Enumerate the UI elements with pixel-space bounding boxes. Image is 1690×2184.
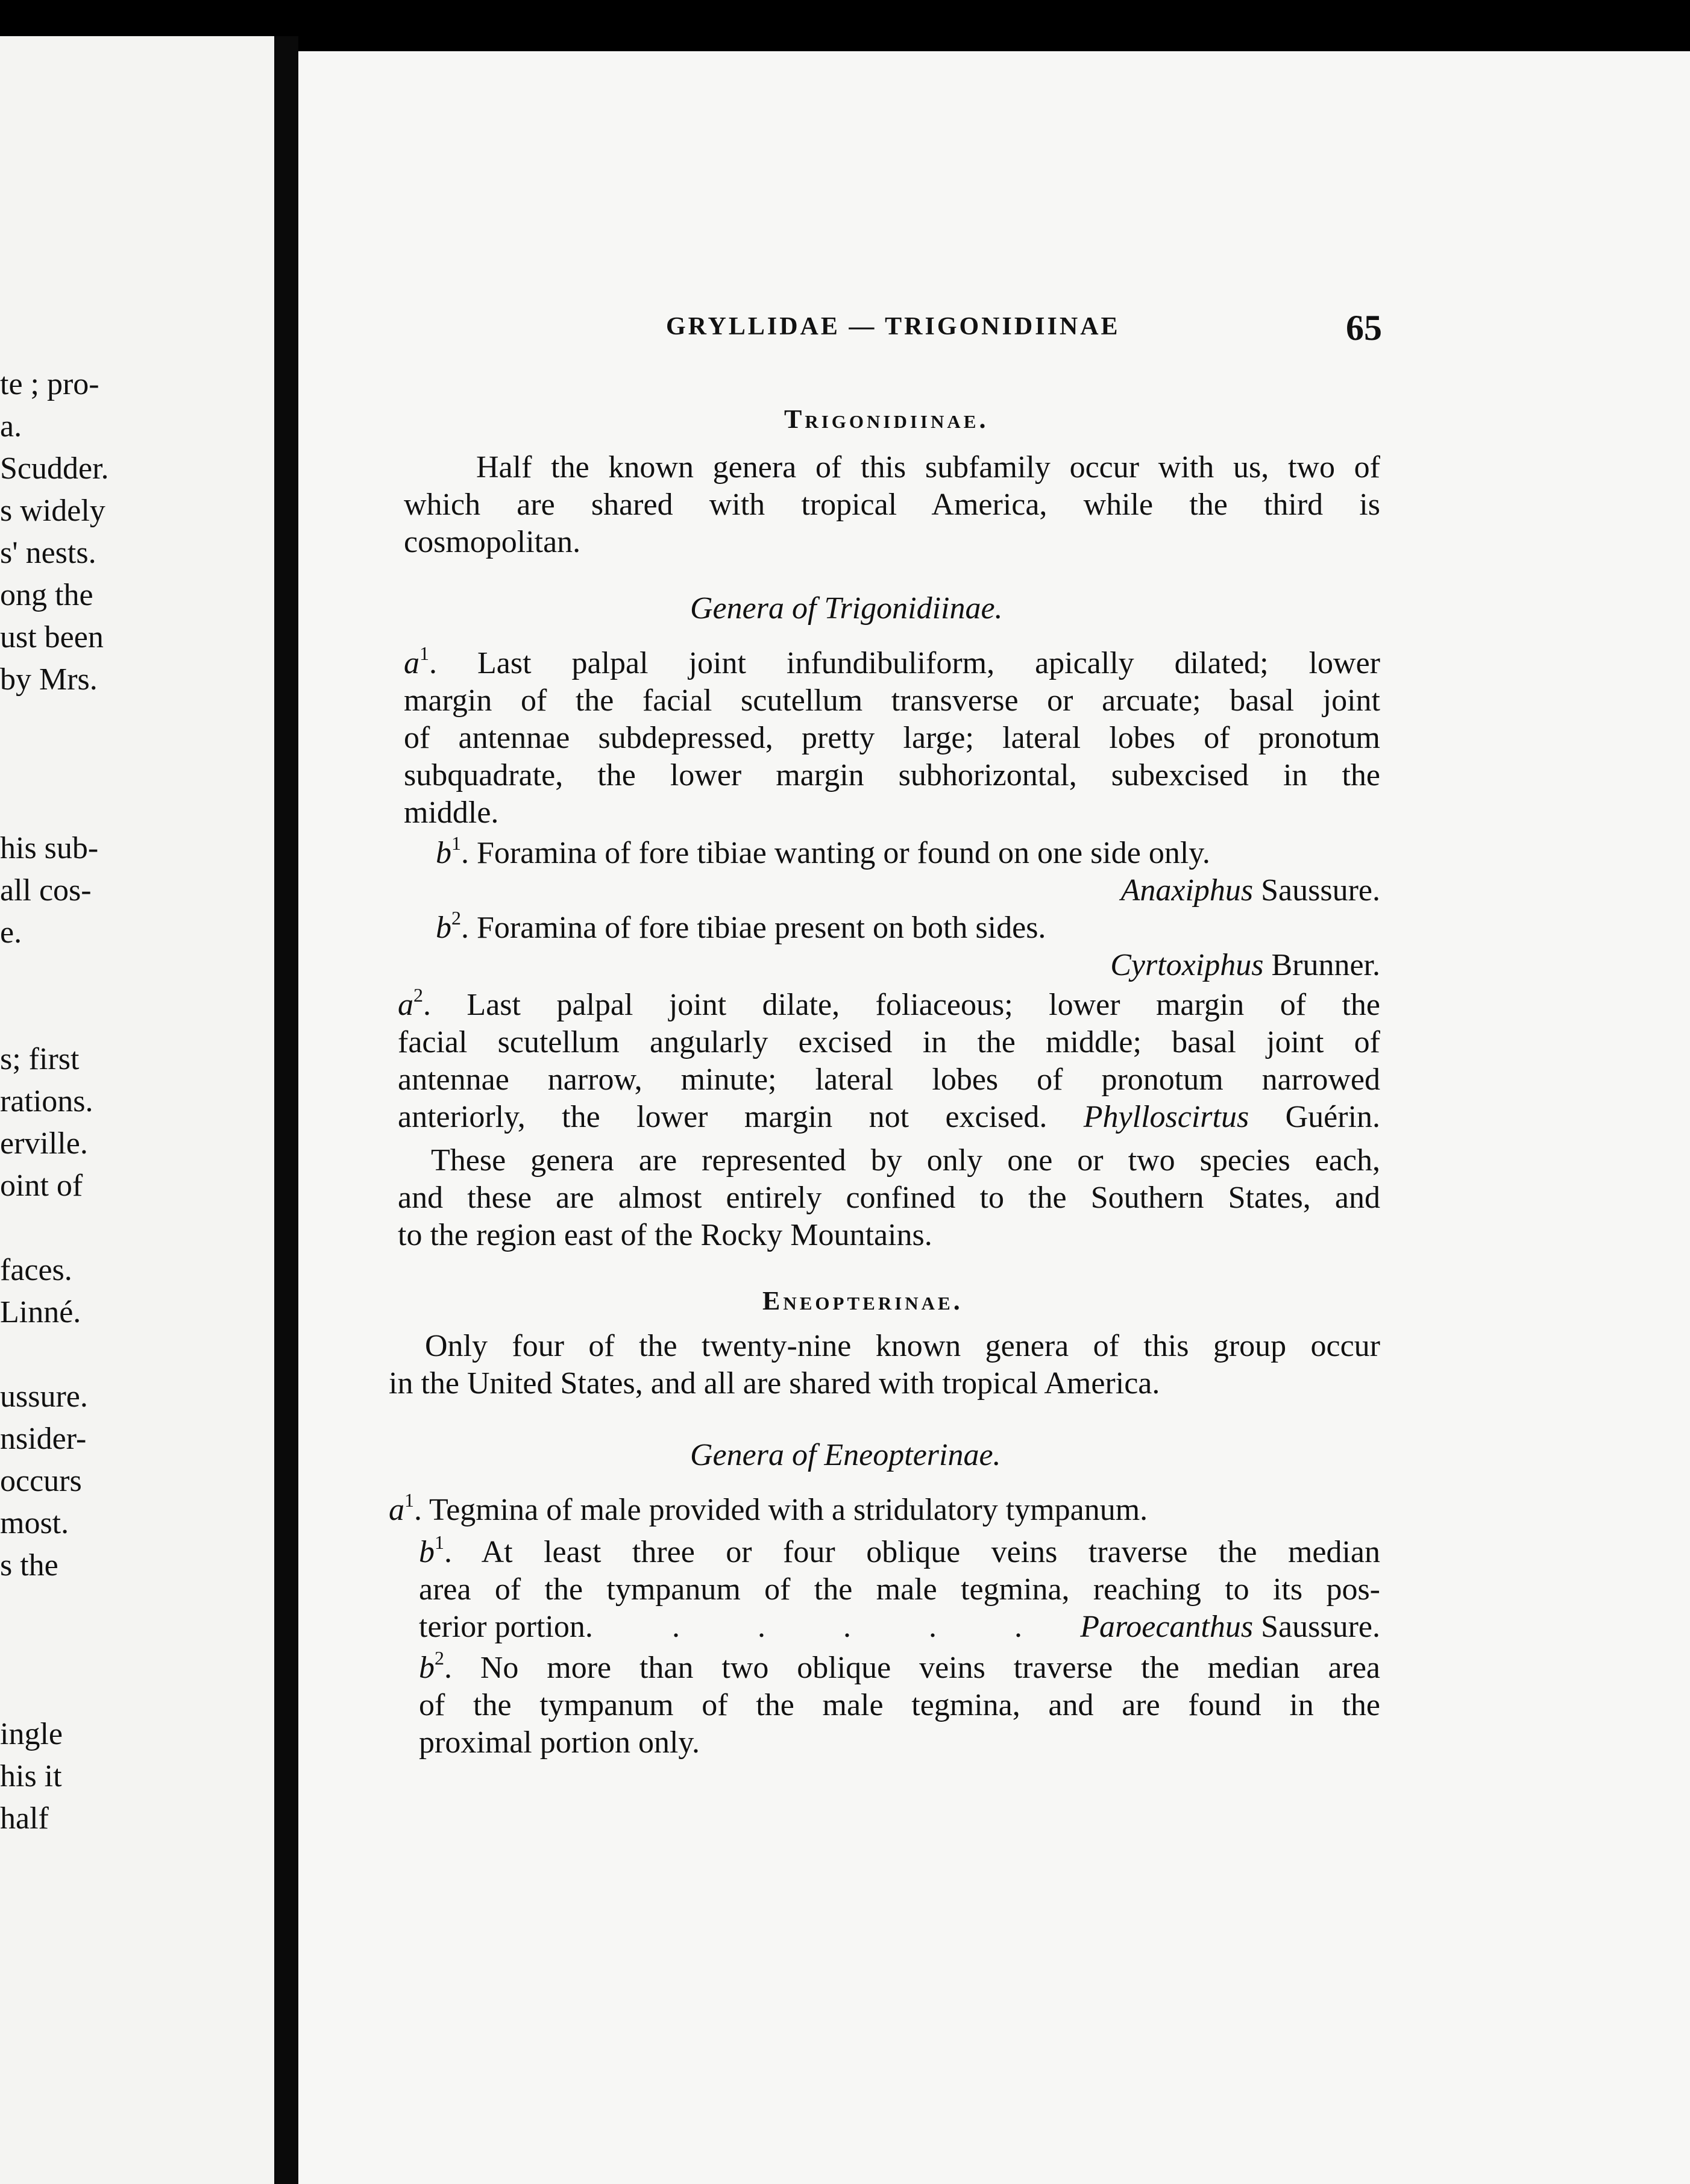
leader-dots: . . . . .	[672, 1610, 1057, 1644]
key-heading-eneopterinae: Genera of Eneopterinae.	[690, 1438, 1001, 1472]
paragraph-line: Half the known genera of this subfamily occur with us, two of	[476, 450, 1380, 485]
paragraph-line: terior portion.	[419, 1610, 593, 1644]
paragraph-line: proximal portion only.	[419, 1725, 700, 1760]
genus-name: Anaxiphus	[1120, 873, 1254, 908]
couplet-mark: $b^2$	[419, 1647, 444, 1685]
genus-name: Paroecanthus	[1080, 1610, 1254, 1644]
genus-author: Brunner.	[1263, 948, 1380, 982]
couplet-mark: $a^2$	[398, 984, 423, 1022]
left-page-line: ingle	[0, 1717, 63, 1751]
left-page-line: s the	[0, 1548, 58, 1583]
paragraph-line: These genera are represented by only one or two species each,	[431, 1143, 1380, 1178]
couplet-mark: $b^2$	[436, 907, 461, 945]
left-page-line: s widely	[0, 494, 105, 528]
left-page-line: occurs	[0, 1464, 82, 1498]
paragraph-line: cosmopolitan.	[404, 525, 581, 559]
couplet-mark: $b^1$	[419, 1531, 444, 1569]
left-page-line: s; first	[0, 1042, 80, 1076]
paragraph-line: of the tympanum of the male tegmina, and are found in the	[419, 1688, 1380, 1722]
paragraph-line: antennae narrow, minute; lateral lobes of pronotum narrowed	[398, 1062, 1380, 1097]
paragraph-line: of antennae subdepressed, pretty large; lateral lobes of pronotum	[404, 721, 1380, 755]
paragraph-line: which are shared with tropical America, while the third is	[404, 488, 1380, 522]
paragraph-line: facial scutellum angularly excised in the middle; basal joint of	[398, 1025, 1380, 1059]
left-page-line: s' nests.	[0, 536, 96, 570]
left-page-line: half	[0, 1801, 49, 1836]
left-page-line: rations.	[0, 1084, 93, 1119]
book-gutter	[274, 36, 298, 2184]
left-page-line: Scudder.	[0, 451, 109, 486]
paragraph-line: middle.	[404, 795, 499, 830]
left-page-line: te ; pro-	[0, 367, 99, 401]
left-page-line: e.	[0, 915, 22, 950]
key-couplet-b1: $b^1$. At least three or four oblique veins traverse the median	[419, 1531, 1380, 1569]
key-heading-trigonidiinae: Genera of Trigonidiinae.	[690, 591, 1003, 626]
left-page-line: erville.	[0, 1126, 88, 1161]
key-couplet-b1: $b^1$. Foramina of fore tibiae wanting or found on one side only.	[436, 832, 1210, 870]
key-couplet-a1: $a^1$. Tegmina of male provided with a stridulatory tympanum.	[389, 1489, 1148, 1527]
left-page-line: ong the	[0, 578, 93, 612]
scan-background-corner	[1588, 0, 1690, 51]
genus-name: Phylloscirtus	[1083, 1100, 1249, 1134]
couplet-mark: $b^1$	[436, 832, 461, 870]
paragraph-line: in the United States, and all are shared with tropical America.	[389, 1366, 1160, 1401]
page-number: 65	[1346, 308, 1382, 348]
running-title: GRYLLIDAE — TRIGONIDIINAE	[666, 313, 1120, 340]
genus-name: Cyrtoxiphus	[1110, 948, 1264, 982]
page-65	[298, 51, 1690, 2184]
couplet-mark: $a^1$	[404, 642, 429, 680]
left-page-line: Linné.	[0, 1295, 81, 1329]
section-heading-trigonidiinae: Trigonidiinae.	[784, 404, 989, 434]
couplet-mark: $a^1$	[389, 1489, 414, 1527]
paragraph-line: area of the tympanum of the male tegmina, reaching to its pos-	[419, 1572, 1380, 1607]
genus-author: Saussure.	[1253, 873, 1380, 908]
key-couplet-b2: $b^2$. Foramina of fore tibiae present on both sides.	[436, 907, 1046, 945]
left-page-line: by Mrs.	[0, 662, 98, 697]
left-page-line: his sub-	[0, 831, 99, 865]
left-page-line: faces.	[0, 1253, 72, 1287]
left-page-line: a.	[0, 409, 22, 444]
left-page-line: most.	[0, 1506, 69, 1540]
left-page-line: ussure.	[0, 1379, 88, 1414]
paragraph-line: subquadrate, the lower margin subhorizontal, subexcised in the	[404, 758, 1380, 792]
left-page-line: ust been	[0, 620, 104, 654]
key-couplet-a2: $a^2$. Last palpal joint dilate, foliaceous; lower margin of the	[398, 984, 1380, 1022]
genus-attribution	[841, 872, 1380, 909]
genus-author: Guérin.	[1249, 1100, 1381, 1134]
left-page-line: all cos-	[0, 873, 92, 908]
left-page-line: his it	[0, 1759, 62, 1793]
left-page-line: oint of	[0, 1169, 83, 1203]
paragraph-line: anteriorly, the lower margin not excised. Phylloscirtus Guérin.	[398, 1100, 1381, 1134]
paragraph-line: and these are almost entirely confined to the Southern States, and	[398, 1181, 1380, 1215]
left-page-line: nsider-	[0, 1422, 87, 1456]
previous-page-fragment	[0, 36, 274, 2184]
key-couplet-b2: $b^2$. No more than two oblique veins traverse the median area	[419, 1647, 1380, 1685]
genus-attribution	[901, 1608, 1380, 1646]
paragraph-line: to the region east of the Rocky Mountains.	[398, 1218, 932, 1252]
genus-attribution	[841, 947, 1380, 984]
paragraph-line: Only four of the twenty-nine known genera of this group occur	[425, 1329, 1380, 1363]
paragraph-line: margin of the facial scutellum transverse or arcuate; basal joint	[404, 683, 1380, 718]
key-couplet-a1: $a^1$. Last palpal joint infundibuliform, apically dilated; lower	[404, 642, 1380, 680]
section-heading-eneopterinae: Eneopterinae.	[762, 1286, 963, 1316]
genus-author: Saussure.	[1253, 1610, 1380, 1644]
